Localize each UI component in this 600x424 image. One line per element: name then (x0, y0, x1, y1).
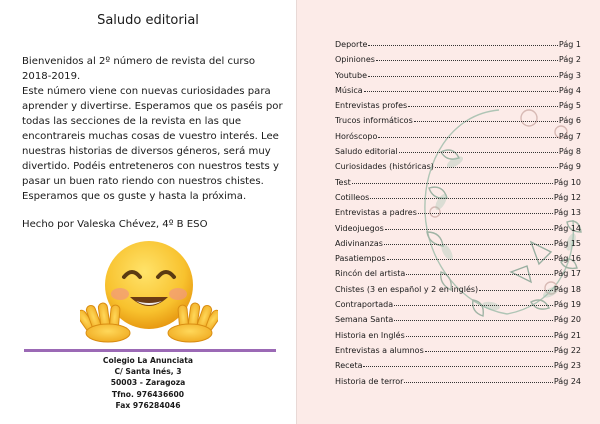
toc-entry-page: Pág 16 (553, 254, 581, 264)
toc-entry-title: Historia en Inglés (335, 330, 405, 340)
toc-dot-leader (368, 45, 558, 46)
toc-entry-title: Cotilleos (335, 192, 370, 202)
toc-entry (335, 377, 581, 392)
toc-entry-page: Pág 21 (553, 330, 581, 340)
toc-entry-title: Música (335, 85, 363, 95)
toc-entry (335, 101, 581, 116)
smiling-face-with-open-hands-icon (80, 239, 218, 343)
toc-dot-leader (352, 183, 553, 184)
toc-entry (335, 300, 581, 315)
toc-entry-page: Pág 17 (553, 269, 581, 279)
toc-dot-leader (408, 106, 558, 107)
toc-dot-leader (368, 76, 558, 77)
toc-dot-leader (370, 198, 553, 199)
toc-entry (335, 315, 581, 330)
toc-entry (335, 116, 581, 131)
toc-entry-page: Pág 1 (558, 40, 581, 49)
toc-entry-title: Test (335, 177, 351, 187)
toc-entry (335, 71, 581, 86)
school-fax: Fax 976284046 (115, 400, 181, 410)
toc-entry-page: Pág 19 (553, 300, 581, 310)
school-name: Colegio La Anunciata (102, 356, 194, 365)
toc-entry-page: Pág 15 (553, 238, 581, 248)
toc-entry-page: Pág 24 (553, 376, 581, 386)
toc-dot-leader (385, 229, 553, 230)
toc-entry-title: Trucos informáticos (335, 116, 413, 126)
toc-entry-page: Pág 22 (553, 345, 581, 355)
toc-entry-title: Youtube (335, 70, 367, 80)
toc-entry-title: Horóscopo (335, 131, 378, 141)
editorial-page (0, 0, 296, 424)
toc-entry (335, 346, 581, 361)
school-city: 50003 - Zaragoza (110, 378, 186, 388)
toc-entry-title: Saludo editorial (335, 147, 398, 157)
school-phone: Tfno. 976436600 (111, 389, 185, 399)
toc-entry-page: Pág 20 (553, 315, 581, 325)
toc-entry-page: Pág 2 (558, 55, 581, 65)
toc-entry (335, 331, 581, 346)
toc-dot-leader (399, 152, 558, 153)
toc-dot-leader (404, 382, 552, 383)
toc-entry (335, 285, 581, 300)
toc-entry-title: Entrevistas profes (335, 101, 408, 111)
toc-entry (335, 86, 581, 101)
toc-entry-page: Pág 6 (558, 116, 581, 126)
toc-dot-leader (479, 290, 553, 291)
toc-entry-title: Deporte (335, 40, 368, 49)
toc-dot-leader (425, 351, 553, 352)
toc-entry-page: Pág 5 (558, 101, 581, 111)
toc-dot-leader (384, 244, 553, 245)
toc-dot-leader (387, 259, 553, 260)
toc-dot-leader (376, 60, 558, 61)
divider-line (24, 349, 276, 352)
toc-entry-page: Pág 23 (553, 361, 581, 371)
toc-entry-title: Curiosidades (históricas) (335, 162, 434, 172)
toc-entry-page: Pág 13 (553, 208, 581, 218)
toc-entry-page: Pág 12 (553, 192, 581, 202)
toc-entry-title: Receta (335, 361, 363, 371)
toc-entry (335, 147, 581, 162)
toc-entry (335, 254, 581, 269)
toc-entry-title: Pasatiempos (335, 254, 386, 264)
toc-dot-leader (364, 91, 558, 92)
toc-entry-page: Pág 3 (558, 70, 581, 80)
editorial-title: Saludo editorial (97, 13, 199, 28)
toc-dot-leader (414, 121, 558, 122)
toc-entry-page: Pág 8 (558, 147, 581, 157)
toc-entry (335, 269, 581, 284)
toc-entry (335, 40, 581, 55)
toc-entry (335, 193, 581, 208)
toc-dot-leader (394, 305, 553, 306)
toc-entry-title: Semana Santa (335, 315, 394, 325)
toc-entry-page: Pág 14 (553, 223, 581, 233)
toc-entry-title: Chistes (3 en español y 2 en inglés) (335, 284, 479, 294)
editorial-author: Hecho por Valeska Chévez, 4º B ESO (22, 219, 208, 230)
toc-entry (335, 224, 581, 239)
toc-entry-title: Rincón del artista (335, 269, 406, 279)
toc-entry-page: Pág 7 (558, 131, 581, 141)
toc-dot-leader (418, 213, 553, 214)
table-of-contents (335, 40, 581, 392)
toc-entry (335, 132, 581, 147)
toc-entry-title: Videojuegos (335, 223, 384, 233)
toc-entry (335, 208, 581, 223)
toc-entry (335, 178, 581, 193)
school-contact (0, 355, 296, 411)
school-street: C/ Santa Inés, 3 (114, 367, 182, 377)
toc-dot-leader (406, 274, 553, 275)
toc-dot-leader (406, 336, 553, 337)
toc-entry-title: Adivinanzas (335, 238, 383, 248)
toc-entry-page: Pág 18 (553, 284, 581, 294)
toc-entry (335, 55, 581, 70)
toc-dot-leader (435, 167, 558, 168)
toc-dot-leader (378, 137, 558, 138)
toc-entry (335, 239, 581, 254)
toc-entry-page: Pág 9 (558, 162, 581, 172)
editorial-body: Bienvenidos al 2º número de revista del curso 2018-2019. Este número viene con nuevas curiosidades para aprender y divertirse. Esperamos que os paséis por todas las secciones de la revista en las que encontrareis muchas cosas de vuestro interés. Lee nuestras historias de diversos géneros, será muy divertido. Podéis entreteneros con nuestros tests y pasar un buen rato riendo con nuestros chistes. Esperamos que os guste y hasta la próxima. (22, 56, 283, 202)
toc-dot-leader (394, 320, 553, 321)
toc-entry-title: Opiniones (335, 55, 375, 65)
toc-entry (335, 361, 581, 376)
toc-entry-page: Pág 10 (553, 177, 581, 187)
toc-entry (335, 162, 581, 177)
toc-entry-title: Entrevistas a alumnos (335, 345, 424, 355)
toc-entry-page: Pág 4 (558, 85, 581, 95)
toc-entry-title: Entrevistas a padres (335, 208, 417, 218)
toc-dot-leader (363, 366, 552, 367)
index-page (296, 0, 600, 424)
toc-entry-title: Contraportada (335, 300, 394, 310)
toc-entry-title: Historia de terror (335, 376, 404, 386)
